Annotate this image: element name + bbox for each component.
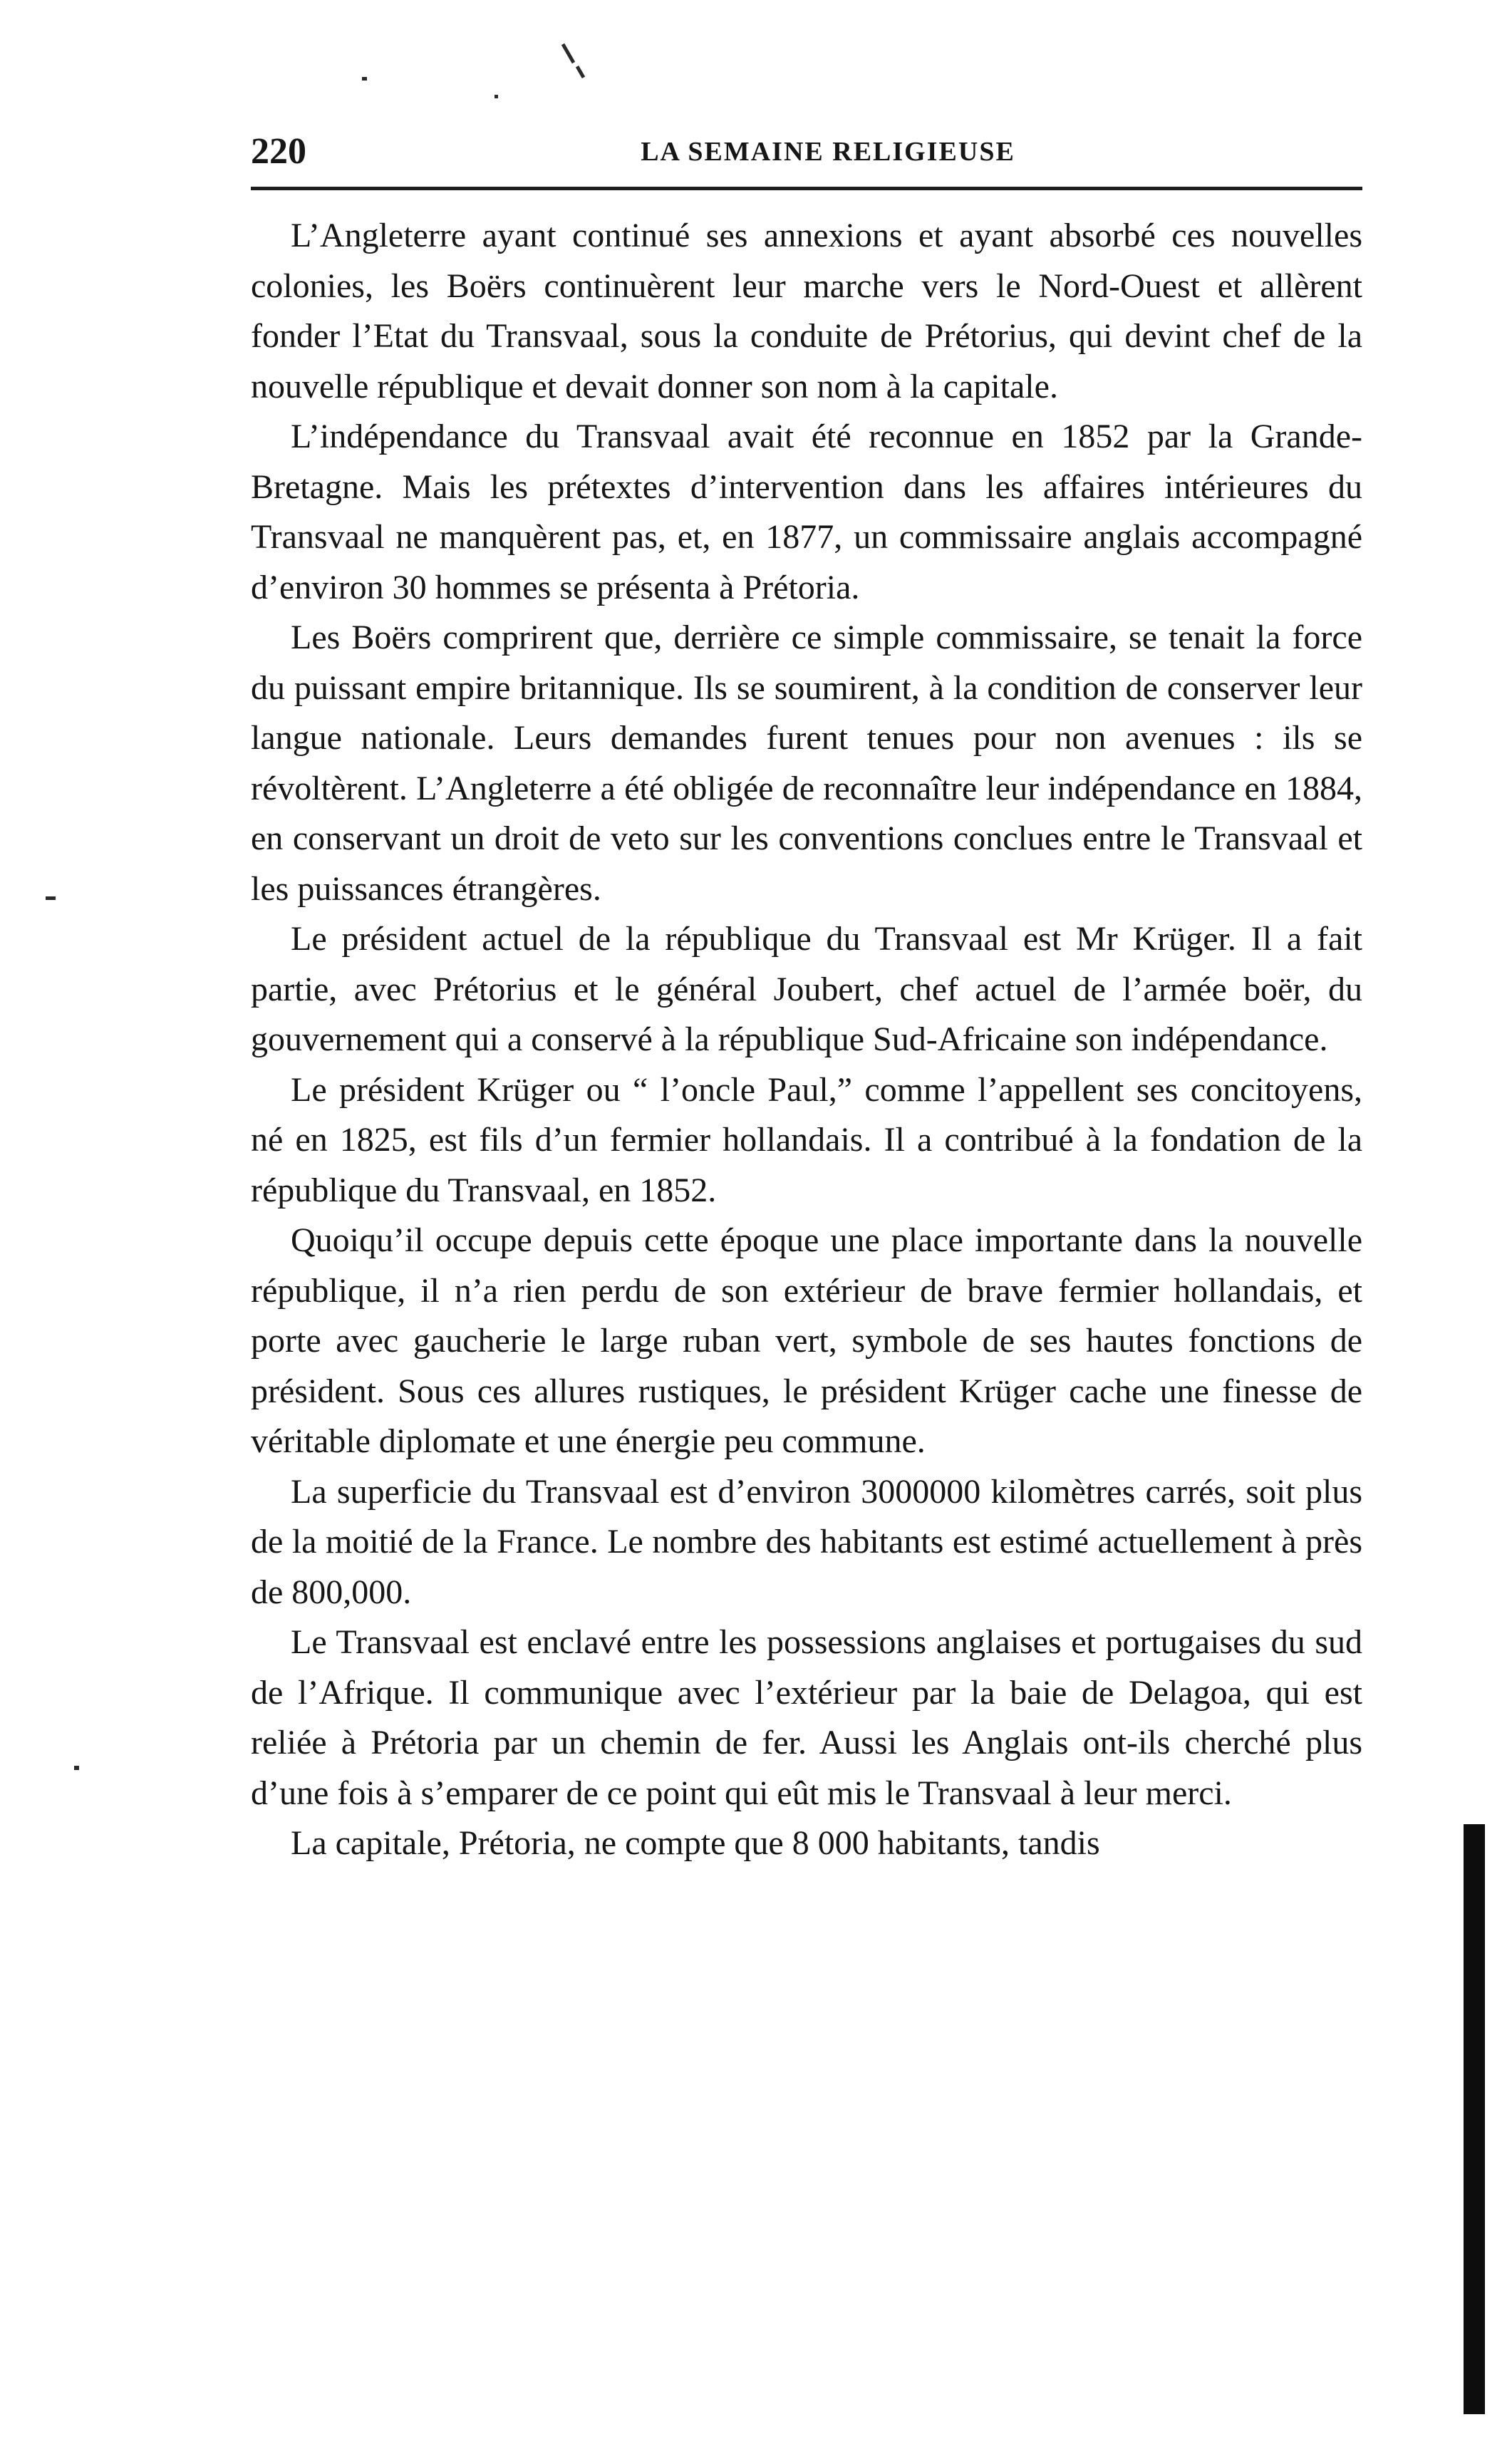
paragraph: Le président actuel de la république du Transvaal est Mr Krüger. Il a fait partie, avec Prétorius et le général Joubert, chef actuel de l’armée boër, du gouvernement qui a conservé à la république Sud-Africaine son indépendance. <box>251 920 1362 1058</box>
stray-mark <box>494 95 498 98</box>
paragraph: L’Angleterre ayant continué ses annexions et ayant absorbé ces nouvelles colonies, les Boërs continuèrent leur marche vers le Nord-Ouest et allèrent fonder l’Etat du Transvaal, sous la conduite de Prétorius, qui devint chef de la nouvelle république et devait donner son nom à la capitale. <box>251 217 1362 405</box>
paragraph: Quoiqu’il occupe depuis cette époque une place importante dans la nouvelle république, il n’a rien perdu de son extérieur de brave fermier hollandais, et porte avec gaucherie le large ruban vert, symbole de ses hautes fonctions de président. Sous ces allures rustiques, le président Krüger cache une finesse de véritable diplomate et une énergie peu commune. <box>251 1221 1362 1460</box>
article-body <box>251 211 1362 1869</box>
stray-mark <box>74 1766 79 1770</box>
paragraph: La superficie du Transvaal est d’environ 3000000 kilomètres carrés, soit plus de la moitié de la France. Le nombre des habitants est estimé actuellement à près de 800,000. <box>251 1472 1362 1611</box>
running-head <box>251 127 1362 177</box>
stray-mark <box>576 66 585 78</box>
running-title: LA SEMAINE RELIGIEUSE <box>641 137 1015 167</box>
paragraph: L’indépendance du Transvaal avait été reconnue en 1852 par la Grande-Bretagne. Mais les prétextes d’intervention dans les affaires intérieures du Transvaal ne manquèrent pas, et, en 1877, un commissaire anglais accompagné d’environ 30 hommes se présenta à Prétoria. <box>251 418 1362 606</box>
stray-mark <box>561 43 575 63</box>
paragraph: Le président Krüger ou “ l’oncle Paul,” comme l’appellent ses concitoyens, né en 1825, est fils d’un fermier hollandais. Il a contribué à la fondation de la république du Transvaal, en 1852. <box>251 1070 1362 1209</box>
page-number: 220 <box>251 131 306 172</box>
paragraph: Le Transvaal est enclavé entre les possessions anglaises et portugaises du sud de l’Afrique. Il communique avec l’extérieur par la baie de Delagoa, qui est reliée à Prétoria par un chemin de fer. Aussi les Anglais ont-ils cherché plus d’une fois à s’emparer de ce point qui eût mis le Transvaal à leur merci. <box>251 1623 1362 1812</box>
stray-mark <box>362 77 367 81</box>
header-rule <box>251 187 1362 190</box>
stray-mark <box>46 896 56 900</box>
paragraph: Les Boërs comprirent que, derrière ce simple commissaire, se tenait la force du puissant empire britannique. Ils se soumirent, à la condition de conserver leur langue nationale. Leurs demandes furent tenues pour non avenues : ils se révoltèrent. L’Angleterre a été obligée de reconnaître leur indépendance en 1884, en conservant un droit de veto sur les conventions conclues entre le Transvaal et les puissances étrangères. <box>251 619 1362 908</box>
scan-edge-shadow <box>1464 1824 1485 2414</box>
paragraph: La capitale, Prétoria, ne compte que 8 000 habitants, tandis <box>291 1824 1100 1862</box>
